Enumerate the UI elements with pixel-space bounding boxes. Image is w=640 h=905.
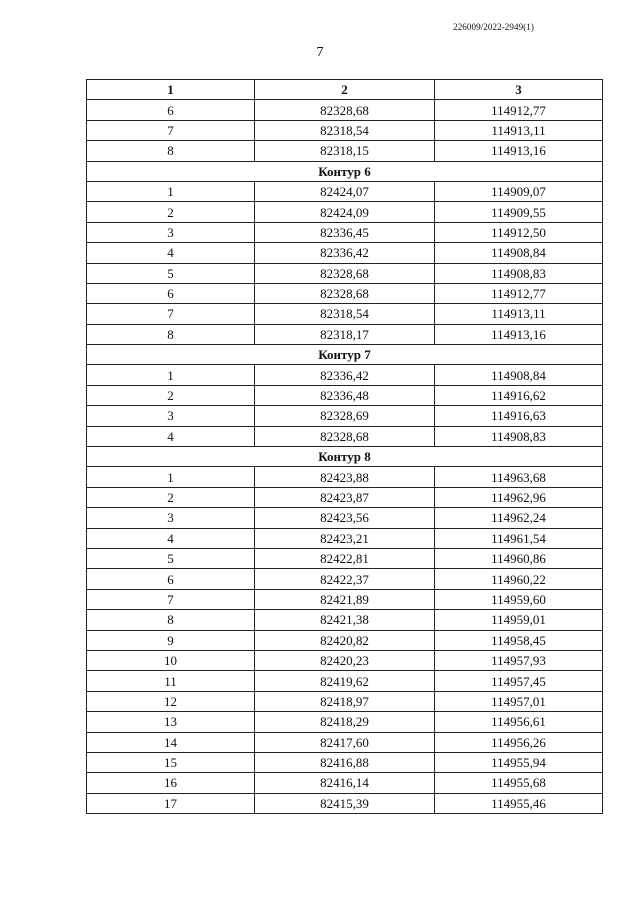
column-header-point-number: 1 [87,80,255,100]
table-row [87,406,603,426]
cell-y-coordinate: 114958,45 [435,630,603,650]
cell-point-number: 5 [87,548,255,568]
table-row [87,202,603,222]
column-header-x: 2 [255,80,435,100]
cell-point-number: 2 [87,202,255,222]
table-row [87,243,603,263]
column-header-y: 3 [435,80,603,100]
cell-x-coordinate: 82328,68 [255,100,435,120]
section-title: Контур 8 [87,447,603,467]
cell-y-coordinate: 114960,22 [435,569,603,589]
section-row [87,345,603,365]
cell-x-coordinate: 82318,54 [255,120,435,140]
cell-x-coordinate: 82328,68 [255,263,435,283]
cell-point-number: 6 [87,283,255,303]
table-row [87,100,603,120]
table-row [87,712,603,732]
cell-y-coordinate: 114908,83 [435,263,603,283]
cell-point-number: 16 [87,773,255,793]
cell-y-coordinate: 114957,45 [435,671,603,691]
cell-point-number: 3 [87,508,255,528]
cell-y-coordinate: 114955,46 [435,793,603,813]
cell-point-number: 11 [87,671,255,691]
cell-point-number: 3 [87,222,255,242]
table-row [87,793,603,813]
cell-point-number: 8 [87,324,255,344]
cell-x-coordinate: 82418,97 [255,691,435,711]
cell-point-number: 5 [87,263,255,283]
cell-y-coordinate: 114916,63 [435,406,603,426]
cell-x-coordinate: 82336,42 [255,243,435,263]
table-row [87,426,603,446]
cell-y-coordinate: 114960,86 [435,548,603,568]
cell-y-coordinate: 114912,50 [435,222,603,242]
cell-x-coordinate: 82318,54 [255,304,435,324]
table-row [87,732,603,752]
cell-y-coordinate: 114912,77 [435,100,603,120]
table-row [87,508,603,528]
table-row [87,385,603,405]
cell-y-coordinate: 114956,26 [435,732,603,752]
table-row [87,569,603,589]
cell-y-coordinate: 114909,55 [435,202,603,222]
cell-x-coordinate: 82421,38 [255,610,435,630]
cell-x-coordinate: 82423,56 [255,508,435,528]
cell-point-number: 1 [87,365,255,385]
page-number: 7 [316,45,324,60]
cell-x-coordinate: 82415,39 [255,793,435,813]
cell-x-coordinate: 82423,87 [255,487,435,507]
cell-y-coordinate: 114962,24 [435,508,603,528]
cell-x-coordinate: 82328,68 [255,426,435,446]
cell-y-coordinate: 114913,11 [435,304,603,324]
table-row [87,589,603,609]
cell-y-coordinate: 114962,96 [435,487,603,507]
cell-y-coordinate: 114913,16 [435,324,603,344]
table-row [87,773,603,793]
cell-x-coordinate: 82416,88 [255,752,435,772]
cell-y-coordinate: 114957,01 [435,691,603,711]
cell-y-coordinate: 114908,84 [435,243,603,263]
cell-x-coordinate: 82420,23 [255,650,435,670]
table-row [87,304,603,324]
section-row [87,447,603,467]
cell-x-coordinate: 82420,82 [255,630,435,650]
cell-x-coordinate: 82424,07 [255,181,435,201]
cell-x-coordinate: 82422,37 [255,569,435,589]
cell-x-coordinate: 82419,62 [255,671,435,691]
table-row [87,141,603,161]
cell-point-number: 7 [87,120,255,140]
table-row [87,467,603,487]
cell-point-number: 2 [87,385,255,405]
cell-x-coordinate: 82328,68 [255,283,435,303]
cell-x-coordinate: 82328,69 [255,406,435,426]
cell-y-coordinate: 114957,93 [435,650,603,670]
table-row [87,120,603,140]
cell-point-number: 6 [87,569,255,589]
cell-x-coordinate: 82418,29 [255,712,435,732]
table-row [87,548,603,568]
table-body [87,100,603,814]
table-row [87,610,603,630]
table-row [87,222,603,242]
cell-y-coordinate: 114908,84 [435,365,603,385]
cell-x-coordinate: 82421,89 [255,589,435,609]
cell-x-coordinate: 82318,17 [255,324,435,344]
cell-point-number: 8 [87,141,255,161]
table-row [87,650,603,670]
cell-y-coordinate: 114909,07 [435,181,603,201]
cell-y-coordinate: 114955,68 [435,773,603,793]
table-row [87,691,603,711]
cell-y-coordinate: 114959,01 [435,610,603,630]
cell-point-number: 7 [87,589,255,609]
cell-point-number: 4 [87,528,255,548]
cell-y-coordinate: 114908,83 [435,426,603,446]
cell-point-number: 1 [87,181,255,201]
cell-y-coordinate: 114913,16 [435,141,603,161]
cell-y-coordinate: 114959,60 [435,589,603,609]
cell-x-coordinate: 82336,45 [255,222,435,242]
cell-x-coordinate: 82336,42 [255,365,435,385]
cell-point-number: 4 [87,243,255,263]
cell-x-coordinate: 82422,81 [255,548,435,568]
cell-x-coordinate: 82423,21 [255,528,435,548]
cell-point-number: 1 [87,467,255,487]
cell-point-number: 4 [87,426,255,446]
cell-point-number: 12 [87,691,255,711]
table-row [87,263,603,283]
cell-point-number: 2 [87,487,255,507]
table-row [87,487,603,507]
section-title: Контур 6 [87,161,603,181]
cell-y-coordinate: 114916,62 [435,385,603,405]
table-header-row [87,80,603,100]
coordinates-table [86,79,603,814]
table-row [87,671,603,691]
cell-y-coordinate: 114961,54 [435,528,603,548]
cell-x-coordinate: 82336,48 [255,385,435,405]
cell-x-coordinate: 82416,14 [255,773,435,793]
table-row [87,283,603,303]
cell-x-coordinate: 82424,09 [255,202,435,222]
cell-point-number: 3 [87,406,255,426]
table-row [87,324,603,344]
cell-y-coordinate: 114955,94 [435,752,603,772]
cell-point-number: 9 [87,630,255,650]
cell-point-number: 8 [87,610,255,630]
table-row [87,528,603,548]
table-row [87,181,603,201]
cell-y-coordinate: 114912,77 [435,283,603,303]
cell-point-number: 17 [87,793,255,813]
cell-point-number: 10 [87,650,255,670]
cell-y-coordinate: 114956,61 [435,712,603,732]
table-row [87,752,603,772]
section-row [87,161,603,181]
cell-x-coordinate: 82417,60 [255,732,435,752]
cell-y-coordinate: 114913,11 [435,120,603,140]
cell-point-number: 6 [87,100,255,120]
cell-x-coordinate: 82318,15 [255,141,435,161]
cell-y-coordinate: 114963,68 [435,467,603,487]
table-row [87,365,603,385]
table-row [87,630,603,650]
section-title: Контур 7 [87,345,603,365]
cell-point-number: 7 [87,304,255,324]
document-id: 226009/2022-2949(1) [453,22,534,32]
cell-point-number: 14 [87,732,255,752]
cell-point-number: 15 [87,752,255,772]
cell-x-coordinate: 82423,88 [255,467,435,487]
cell-point-number: 13 [87,712,255,732]
